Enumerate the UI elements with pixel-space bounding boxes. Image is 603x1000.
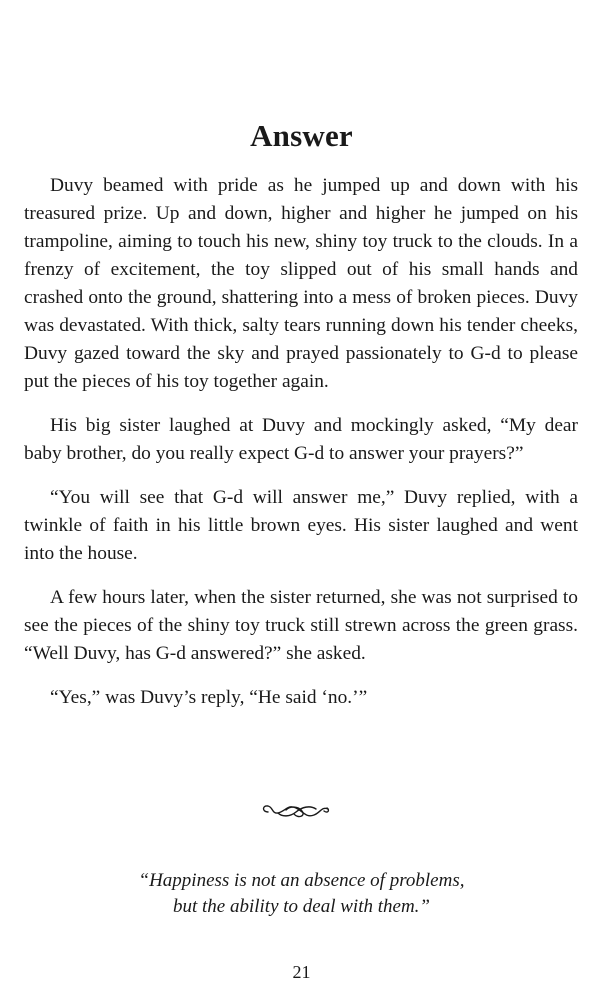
story-body bbox=[24, 172, 578, 728]
paragraph-2: His big sister laughed at Duvy and mockingly asked, “My dear baby brother, do you really expect G-d to answer your prayers?” bbox=[24, 415, 578, 464]
closing-quote bbox=[0, 868, 603, 920]
flourish-ornament-icon bbox=[258, 800, 334, 822]
page-number: 21 bbox=[292, 962, 311, 982]
quote-line-1: “Happiness is not an absence of problems, bbox=[138, 870, 465, 891]
paragraph-4: A few hours later, when the sister returned, she was not surprised to see the pieces of the shiny toy truck still strewn across the green grass. “Well Duvy, has G-d answered?” she asked. bbox=[24, 587, 578, 664]
page-title: Answer bbox=[250, 118, 353, 153]
paragraph-3: “You will see that G-d will answer me,” Duvy replied, with a twinkle of faith in his little brown eyes. His sister laughed and went into the house. bbox=[24, 487, 578, 564]
paragraph-1: Duvy beamed with pride as he jumped up and down with his treasured prize. Up and down, higher and higher he jumped on his trampoline, aiming to touch his new, shiny toy truck to the clouds. In a frenzy of excitement, the toy slipped out of his small hands and crashed onto the ground, shattering into a mess of broken pieces. Duvy was devastated. With thick, salty tears running down his tender cheeks, Duvy gazed toward the sky and prayed passionately to G-d to please put the pieces of his toy together again. bbox=[24, 175, 578, 392]
quote-line-2: but the ability to deal with them.” bbox=[172, 896, 430, 917]
paragraph-5: “Yes,” was Duvy’s reply, “He said ‘no.’” bbox=[50, 687, 368, 708]
